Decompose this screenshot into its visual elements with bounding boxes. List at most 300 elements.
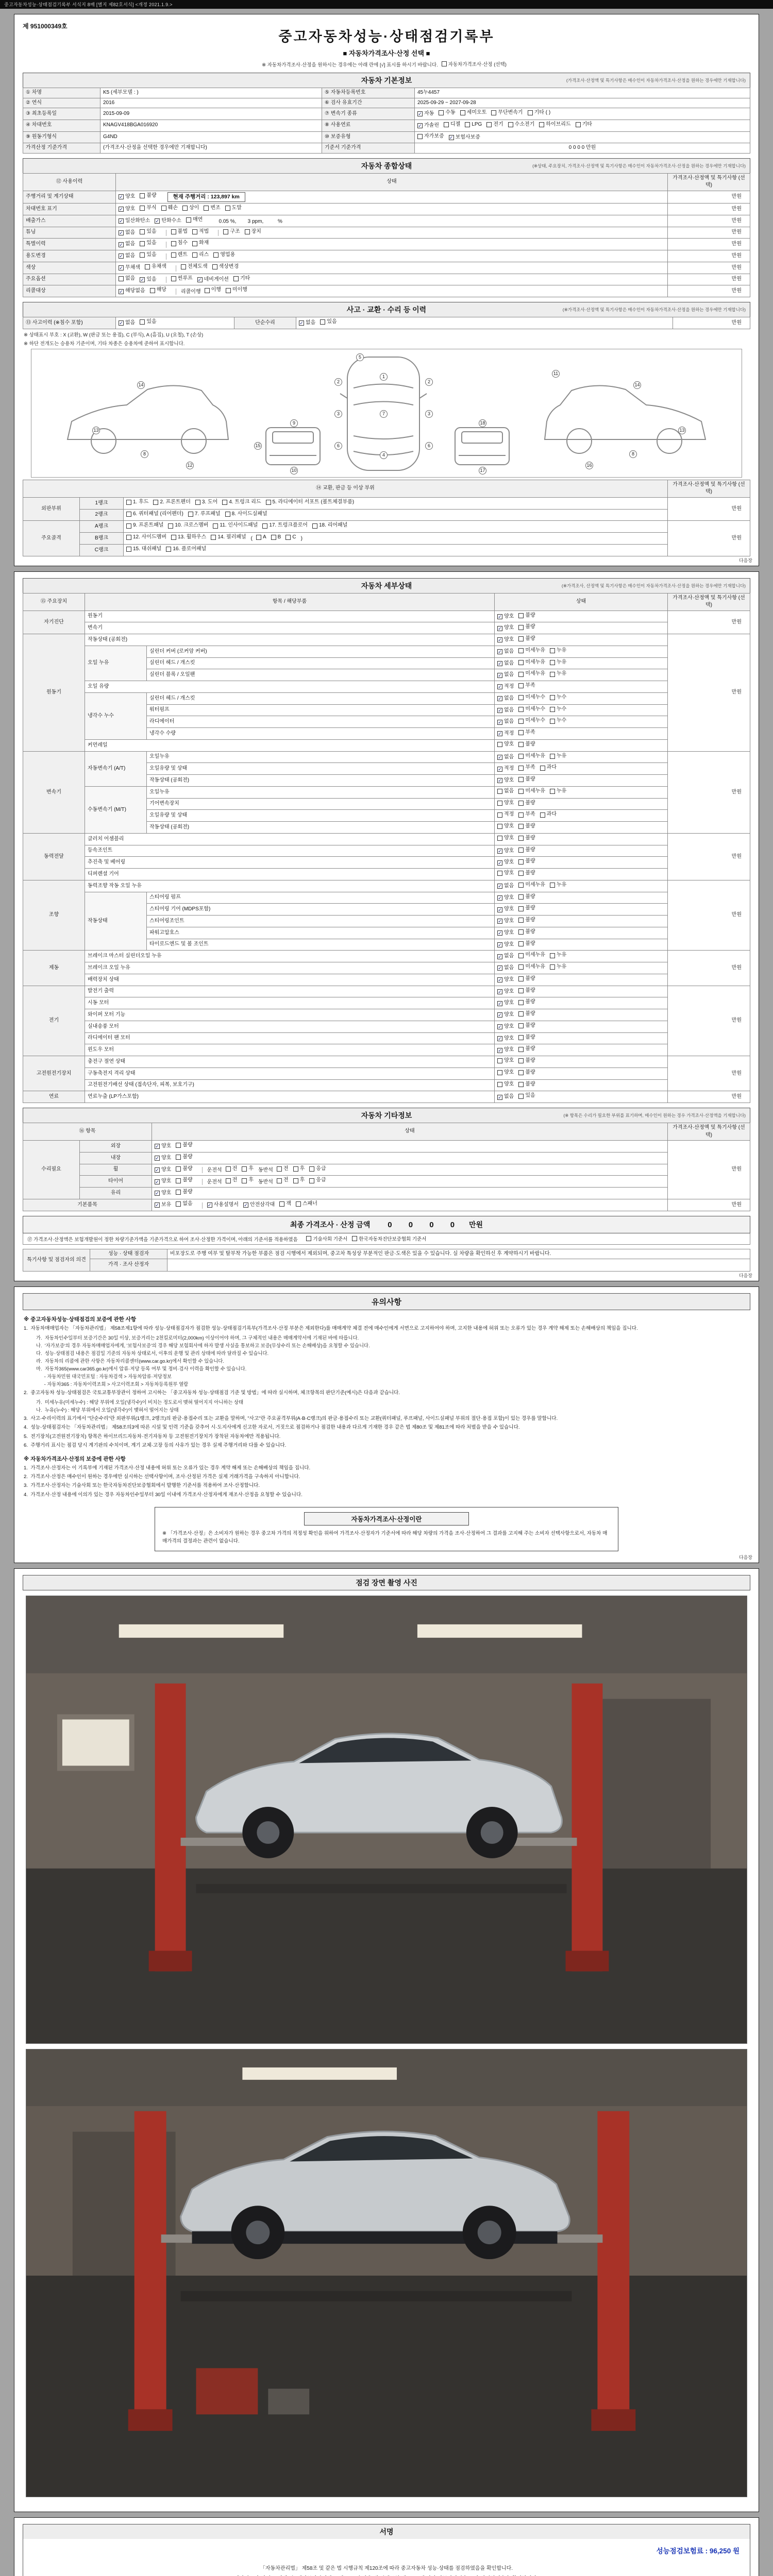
- checkbox[interactable]: [293, 1166, 298, 1172]
- checkbox[interactable]: [550, 754, 555, 759]
- checkbox-option[interactable]: [309, 1165, 326, 1173]
- checkbox-option[interactable]: [497, 870, 514, 877]
- checkbox[interactable]: [309, 1166, 314, 1172]
- checkbox-option[interactable]: [550, 753, 566, 760]
- checkbox-option[interactable]: [550, 659, 566, 667]
- checkbox-option[interactable]: [119, 206, 135, 213]
- checkbox[interactable]: [444, 122, 449, 127]
- checkbox-option[interactable]: [550, 706, 566, 714]
- checkbox-option[interactable]: [140, 318, 156, 326]
- checkbox[interactable]: [266, 500, 271, 505]
- checkbox[interactable]: ✓: [498, 707, 502, 713]
- checkbox-option[interactable]: [205, 286, 221, 294]
- checkbox-option[interactable]: [176, 1200, 192, 1208]
- checkbox[interactable]: ✓: [498, 1001, 502, 1006]
- checkbox[interactable]: [518, 1058, 524, 1063]
- checkbox-option[interactable]: [126, 499, 148, 506]
- checkbox-option[interactable]: [171, 251, 188, 259]
- checkbox-option[interactable]: [171, 275, 193, 283]
- checkbox[interactable]: [486, 122, 492, 127]
- checkbox[interactable]: [296, 1201, 301, 1207]
- checkbox[interactable]: [140, 193, 145, 198]
- checkbox[interactable]: [518, 883, 524, 888]
- checkbox-option[interactable]: [192, 240, 209, 247]
- checkbox-option[interactable]: [497, 918, 514, 925]
- checkbox[interactable]: [119, 276, 124, 281]
- checkbox[interactable]: [171, 241, 176, 246]
- checkbox[interactable]: [442, 61, 447, 66]
- checkbox-option[interactable]: [309, 1177, 326, 1184]
- checkbox[interactable]: ✓: [498, 1012, 502, 1018]
- checkbox-option[interactable]: [518, 928, 535, 936]
- checkbox[interactable]: ✓: [299, 320, 304, 326]
- checkbox[interactable]: [256, 535, 261, 540]
- checkbox[interactable]: ✓: [498, 672, 502, 678]
- checkbox[interactable]: [417, 134, 423, 139]
- checkbox-option[interactable]: [550, 952, 566, 959]
- checkbox-option[interactable]: [550, 788, 566, 795]
- checkbox[interactable]: [277, 1166, 282, 1172]
- checkbox-option[interactable]: [518, 764, 535, 772]
- checkbox[interactable]: ✓: [155, 1191, 159, 1196]
- checkbox-option[interactable]: [140, 192, 156, 200]
- checkbox-option[interactable]: [497, 848, 514, 855]
- checkbox-option[interactable]: [497, 777, 514, 785]
- checkbox[interactable]: ✓: [119, 218, 123, 224]
- checkbox-option[interactable]: [140, 205, 156, 212]
- checkbox-option[interactable]: [497, 859, 514, 867]
- checkbox[interactable]: ✓: [449, 134, 453, 140]
- checkbox-option[interactable]: [518, 776, 535, 784]
- checkbox-option[interactable]: [213, 522, 258, 530]
- checkbox[interactable]: ✓: [498, 684, 502, 690]
- checkbox[interactable]: [312, 523, 317, 529]
- checkbox-option[interactable]: [171, 228, 188, 236]
- checkbox[interactable]: [126, 535, 131, 540]
- checkbox-option[interactable]: [497, 648, 514, 656]
- checkbox[interactable]: [518, 672, 524, 677]
- checkbox-option[interactable]: [299, 319, 315, 327]
- checkbox-option[interactable]: [576, 121, 592, 129]
- checkbox-option[interactable]: [293, 1165, 305, 1173]
- checkbox[interactable]: [140, 229, 145, 234]
- checkbox[interactable]: [192, 252, 197, 258]
- checkbox-option[interactable]: [518, 788, 545, 795]
- checkbox[interactable]: [166, 547, 171, 552]
- checkbox-option[interactable]: [508, 121, 535, 129]
- checkbox-option[interactable]: [207, 1201, 239, 1209]
- checkbox-option[interactable]: [518, 998, 535, 1006]
- checkbox-option[interactable]: [497, 671, 514, 679]
- checkbox-option[interactable]: [417, 122, 439, 130]
- checkbox[interactable]: [518, 1035, 524, 1040]
- checkbox[interactable]: ✓: [498, 614, 502, 619]
- checkbox[interactable]: [176, 1178, 181, 1183]
- checkbox-option[interactable]: [233, 275, 250, 283]
- checkbox-option[interactable]: [540, 764, 557, 772]
- checkbox-option[interactable]: [140, 228, 156, 236]
- checkbox[interactable]: [518, 812, 524, 818]
- checkbox[interactable]: ✓: [498, 625, 502, 631]
- checkbox-option[interactable]: [497, 613, 514, 621]
- checkbox[interactable]: ✓: [498, 696, 502, 702]
- checkbox[interactable]: ✓: [498, 965, 502, 971]
- checkbox[interactable]: [176, 1143, 181, 1148]
- checkbox-option[interactable]: [518, 682, 535, 690]
- checkbox-option[interactable]: [539, 121, 570, 129]
- checkbox[interactable]: [306, 1236, 311, 1241]
- checkbox[interactable]: ✓: [244, 1202, 248, 1208]
- checkbox[interactable]: [550, 672, 555, 677]
- checkbox[interactable]: [518, 789, 524, 794]
- checkbox[interactable]: [576, 122, 581, 127]
- checkbox-option[interactable]: [417, 110, 434, 118]
- checkbox[interactable]: ✓: [498, 754, 502, 760]
- checkbox-option[interactable]: [119, 193, 135, 201]
- checkbox[interactable]: [518, 824, 524, 829]
- checkbox[interactable]: [518, 988, 524, 993]
- checkbox[interactable]: [242, 1166, 247, 1172]
- checkbox[interactable]: ✓: [155, 1179, 159, 1184]
- checkbox-option[interactable]: [153, 499, 190, 506]
- checkbox[interactable]: ✓: [498, 942, 502, 947]
- checkbox-option[interactable]: [497, 718, 514, 726]
- checkbox[interactable]: [181, 264, 186, 269]
- checkbox[interactable]: [262, 523, 267, 529]
- checkbox[interactable]: [550, 648, 555, 653]
- checkbox-option[interactable]: [417, 133, 444, 141]
- checkbox[interactable]: ✓: [119, 230, 123, 235]
- checkbox-option[interactable]: [166, 546, 206, 553]
- checkbox[interactable]: [176, 1190, 181, 1195]
- checkbox-option[interactable]: [243, 1201, 275, 1209]
- checkbox[interactable]: [192, 241, 197, 246]
- checkbox[interactable]: [213, 523, 218, 529]
- checkbox-option[interactable]: [550, 717, 566, 725]
- checkbox[interactable]: [126, 500, 131, 505]
- checkbox[interactable]: [171, 252, 176, 258]
- checkbox[interactable]: [460, 110, 465, 115]
- checkbox[interactable]: ✓: [498, 860, 502, 866]
- checkbox-option[interactable]: [518, 1034, 535, 1042]
- checkbox[interactable]: [518, 976, 524, 981]
- checkbox[interactable]: ✓: [155, 218, 160, 224]
- checkbox-option[interactable]: [550, 694, 566, 702]
- checkbox-option[interactable]: [518, 612, 535, 620]
- checkbox[interactable]: [233, 276, 239, 281]
- checkbox[interactable]: [539, 122, 544, 127]
- checkbox-option[interactable]: [150, 286, 166, 294]
- checkbox-option[interactable]: [182, 205, 199, 212]
- checkbox-option[interactable]: [256, 534, 266, 541]
- checkbox-option[interactable]: [176, 1142, 192, 1149]
- checkbox-option[interactable]: [497, 1046, 514, 1054]
- checkbox[interactable]: [518, 754, 524, 759]
- checkbox-option[interactable]: [242, 1165, 254, 1173]
- checkbox[interactable]: [277, 1178, 282, 1183]
- checkbox[interactable]: ✓: [155, 1167, 159, 1173]
- checkbox[interactable]: [518, 707, 524, 712]
- checkbox-option[interactable]: [518, 1045, 535, 1053]
- checkbox[interactable]: [176, 1201, 181, 1207]
- checkbox[interactable]: [497, 836, 502, 841]
- checkbox[interactable]: ✓: [498, 637, 502, 643]
- checkbox[interactable]: [550, 789, 555, 794]
- checkbox[interactable]: ✓: [498, 919, 502, 924]
- checkbox-option[interactable]: [119, 275, 135, 283]
- checkbox-option[interactable]: [518, 835, 535, 842]
- checkbox[interactable]: [518, 648, 524, 653]
- checkbox[interactable]: [497, 1058, 502, 1063]
- checkbox-option[interactable]: [497, 754, 514, 761]
- checkbox[interactable]: ✓: [498, 930, 502, 936]
- checkbox-option[interactable]: [497, 660, 514, 668]
- checkbox-option[interactable]: [497, 953, 514, 960]
- checkbox-option[interactable]: [486, 121, 503, 129]
- checkbox[interactable]: [518, 766, 524, 771]
- checkbox[interactable]: ✓: [119, 242, 123, 247]
- checkbox-option[interactable]: [518, 753, 545, 760]
- checkbox-option[interactable]: [449, 134, 480, 142]
- checkbox-option[interactable]: [497, 811, 514, 819]
- checkbox[interactable]: ✓: [119, 289, 123, 294]
- checkbox[interactable]: ✓: [498, 649, 502, 655]
- checkbox-option[interactable]: [312, 522, 347, 530]
- checkbox-option[interactable]: [176, 1165, 192, 1173]
- checkbox[interactable]: [518, 1023, 524, 1028]
- checkbox-option[interactable]: [225, 511, 267, 518]
- checkbox-option[interactable]: [518, 706, 545, 714]
- checkbox-option[interactable]: [518, 729, 535, 737]
- checkbox-option[interactable]: [226, 286, 247, 294]
- checkbox-option[interactable]: [119, 264, 140, 272]
- checkbox[interactable]: [497, 1070, 502, 1075]
- checkbox-option[interactable]: [161, 205, 178, 212]
- checkbox[interactable]: [182, 206, 188, 211]
- checkbox-option[interactable]: [155, 1155, 171, 1162]
- checkbox-option[interactable]: [119, 319, 135, 327]
- checkbox[interactable]: [518, 742, 524, 747]
- checkbox-option[interactable]: [285, 534, 296, 541]
- checkbox[interactable]: [518, 1047, 524, 1052]
- checkbox[interactable]: [126, 512, 131, 517]
- checkbox-option[interactable]: [140, 276, 156, 284]
- checkbox-option[interactable]: [518, 1092, 535, 1100]
- checkbox-option[interactable]: [126, 546, 161, 553]
- checkbox-option[interactable]: [518, 952, 545, 959]
- checkbox-option[interactable]: [126, 511, 183, 518]
- checkbox-option[interactable]: [491, 109, 523, 117]
- checkbox[interactable]: [518, 941, 524, 946]
- checkbox-option[interactable]: [171, 534, 206, 541]
- checkbox-option[interactable]: [242, 1177, 254, 1184]
- checkbox[interactable]: [176, 1166, 181, 1172]
- checkbox[interactable]: ✓: [418, 123, 422, 128]
- checkbox[interactable]: [518, 836, 524, 841]
- checkbox[interactable]: [212, 264, 217, 269]
- checkbox-option[interactable]: [518, 659, 545, 667]
- checkbox-option[interactable]: [497, 765, 514, 773]
- checkbox[interactable]: [518, 730, 524, 735]
- checkbox-option[interactable]: [497, 941, 514, 949]
- checkbox[interactable]: ✓: [119, 194, 123, 199]
- checkbox[interactable]: [150, 288, 155, 293]
- checkbox[interactable]: [497, 871, 502, 876]
- checkbox-option[interactable]: [518, 987, 535, 995]
- checkbox[interactable]: ✓: [498, 778, 502, 784]
- checkbox[interactable]: [540, 766, 545, 771]
- checkbox-option[interactable]: [497, 1023, 514, 1031]
- checkbox-option[interactable]: [155, 1143, 171, 1150]
- checkbox-option[interactable]: [518, 800, 535, 807]
- checkbox[interactable]: [518, 906, 524, 911]
- checkbox[interactable]: [242, 1178, 247, 1183]
- checkbox[interactable]: [497, 742, 502, 747]
- checkbox[interactable]: [161, 206, 166, 211]
- checkbox-option[interactable]: [550, 670, 566, 678]
- checkbox-option[interactable]: [518, 670, 545, 678]
- checkbox[interactable]: [126, 547, 131, 552]
- checkbox[interactable]: ✓: [498, 660, 502, 666]
- checkbox[interactable]: [518, 1094, 524, 1099]
- checkbox[interactable]: [497, 801, 502, 806]
- checkbox[interactable]: [188, 512, 193, 517]
- checkbox[interactable]: ✓: [418, 111, 422, 117]
- checkbox-option[interactable]: [518, 1069, 535, 1077]
- checkbox-option[interactable]: [518, 870, 535, 877]
- checkbox[interactable]: ✓: [498, 884, 502, 889]
- checkbox[interactable]: [168, 523, 173, 529]
- checkbox[interactable]: [223, 229, 228, 234]
- checkbox-option[interactable]: [518, 1010, 535, 1018]
- checkbox-option[interactable]: [497, 624, 514, 632]
- checkbox[interactable]: ✓: [498, 848, 502, 854]
- checkbox[interactable]: [226, 1178, 231, 1183]
- checkbox[interactable]: ✓: [498, 719, 502, 725]
- checkbox-option[interactable]: [197, 276, 229, 284]
- checkbox-option[interactable]: [145, 263, 166, 271]
- checkbox-option[interactable]: [497, 683, 514, 691]
- checkbox[interactable]: ✓: [498, 989, 502, 994]
- checkbox[interactable]: ✓: [207, 1202, 212, 1208]
- checkbox[interactable]: [518, 1082, 524, 1087]
- checkbox[interactable]: [491, 110, 496, 115]
- checkbox-option[interactable]: [465, 121, 482, 129]
- checkbox[interactable]: [550, 883, 555, 888]
- checkbox-option[interactable]: [550, 882, 566, 889]
- checkbox-option[interactable]: [497, 730, 514, 738]
- checkbox[interactable]: ✓: [498, 1036, 502, 1041]
- checkbox-option[interactable]: [497, 788, 514, 795]
- checkbox[interactable]: [176, 1155, 181, 1160]
- checkbox[interactable]: [153, 500, 158, 505]
- checkbox-option[interactable]: [155, 217, 181, 225]
- checkbox-option[interactable]: [271, 534, 281, 541]
- checkbox-option[interactable]: [497, 929, 514, 937]
- checkbox-option[interactable]: [181, 263, 208, 271]
- checkbox-option[interactable]: [460, 109, 487, 117]
- checkbox-option[interactable]: [277, 1165, 289, 1173]
- checkbox-option[interactable]: [518, 623, 535, 631]
- checkbox[interactable]: [145, 264, 150, 269]
- checkbox[interactable]: [540, 812, 545, 818]
- checkbox-option[interactable]: [518, 694, 545, 702]
- checkbox-option[interactable]: [497, 1057, 514, 1065]
- checkbox[interactable]: [518, 1011, 524, 1016]
- checkbox-option[interactable]: [497, 835, 514, 842]
- checkbox[interactable]: [195, 500, 200, 505]
- checkbox-option[interactable]: [119, 252, 135, 260]
- checkbox[interactable]: [279, 1201, 284, 1207]
- checkbox[interactable]: [518, 918, 524, 923]
- checkbox-option[interactable]: [518, 975, 535, 983]
- checkbox-option[interactable]: [497, 894, 514, 902]
- checkbox-option[interactable]: [497, 976, 514, 984]
- checkbox[interactable]: [518, 1000, 524, 1005]
- checkbox-option[interactable]: [222, 499, 261, 506]
- checkbox[interactable]: [518, 683, 524, 688]
- checkbox[interactable]: [518, 894, 524, 900]
- checkbox[interactable]: [518, 801, 524, 806]
- checkbox[interactable]: [518, 777, 524, 782]
- checkbox[interactable]: [140, 252, 145, 258]
- checkbox-option[interactable]: [140, 251, 156, 259]
- checkbox-option[interactable]: [518, 1022, 535, 1030]
- checkbox-option[interactable]: [540, 811, 557, 819]
- checkbox-option[interactable]: [518, 858, 535, 866]
- checkbox[interactable]: ✓: [498, 1094, 502, 1100]
- checkbox-option[interactable]: [497, 1069, 514, 1077]
- checkbox[interactable]: [518, 636, 524, 641]
- checkbox[interactable]: [497, 812, 502, 818]
- checkbox[interactable]: [465, 122, 470, 127]
- checkbox[interactable]: ✓: [155, 1156, 159, 1161]
- checkbox[interactable]: [213, 252, 219, 258]
- checkbox-option[interactable]: [279, 1200, 291, 1208]
- checkbox-option[interactable]: [226, 1177, 238, 1184]
- checkbox[interactable]: [126, 523, 131, 529]
- checkbox-option[interactable]: [212, 263, 239, 271]
- checkbox[interactable]: ✓: [498, 1024, 502, 1030]
- checkbox-option[interactable]: [497, 1011, 514, 1019]
- checkbox-option[interactable]: [518, 823, 535, 831]
- checkbox-option[interactable]: [171, 240, 188, 247]
- checkbox[interactable]: [285, 535, 291, 540]
- checkbox-option[interactable]: [497, 636, 514, 644]
- checkbox-option[interactable]: [262, 522, 308, 530]
- checkbox-option[interactable]: [140, 240, 156, 247]
- checkbox[interactable]: [140, 206, 145, 211]
- checkbox[interactable]: [309, 1178, 314, 1183]
- checkbox-option[interactable]: [444, 121, 460, 129]
- checkbox-option[interactable]: [155, 1190, 171, 1197]
- checkbox-option[interactable]: [518, 647, 545, 655]
- checkbox-option[interactable]: [119, 229, 135, 237]
- checkbox-option[interactable]: [226, 1165, 238, 1173]
- checkbox[interactable]: ✓: [119, 265, 123, 271]
- checkbox[interactable]: [211, 535, 216, 540]
- checkbox-option[interactable]: [168, 522, 208, 530]
- checkbox-option[interactable]: [119, 217, 150, 225]
- checkbox-option[interactable]: [204, 205, 220, 212]
- checkbox-option[interactable]: [518, 635, 535, 643]
- checkbox-option[interactable]: [352, 1235, 426, 1242]
- checkbox[interactable]: [225, 512, 230, 517]
- checkbox[interactable]: [293, 1178, 298, 1183]
- checkbox-option[interactable]: [518, 940, 535, 948]
- checkbox-option[interactable]: [550, 963, 566, 971]
- checkbox[interactable]: [171, 229, 176, 234]
